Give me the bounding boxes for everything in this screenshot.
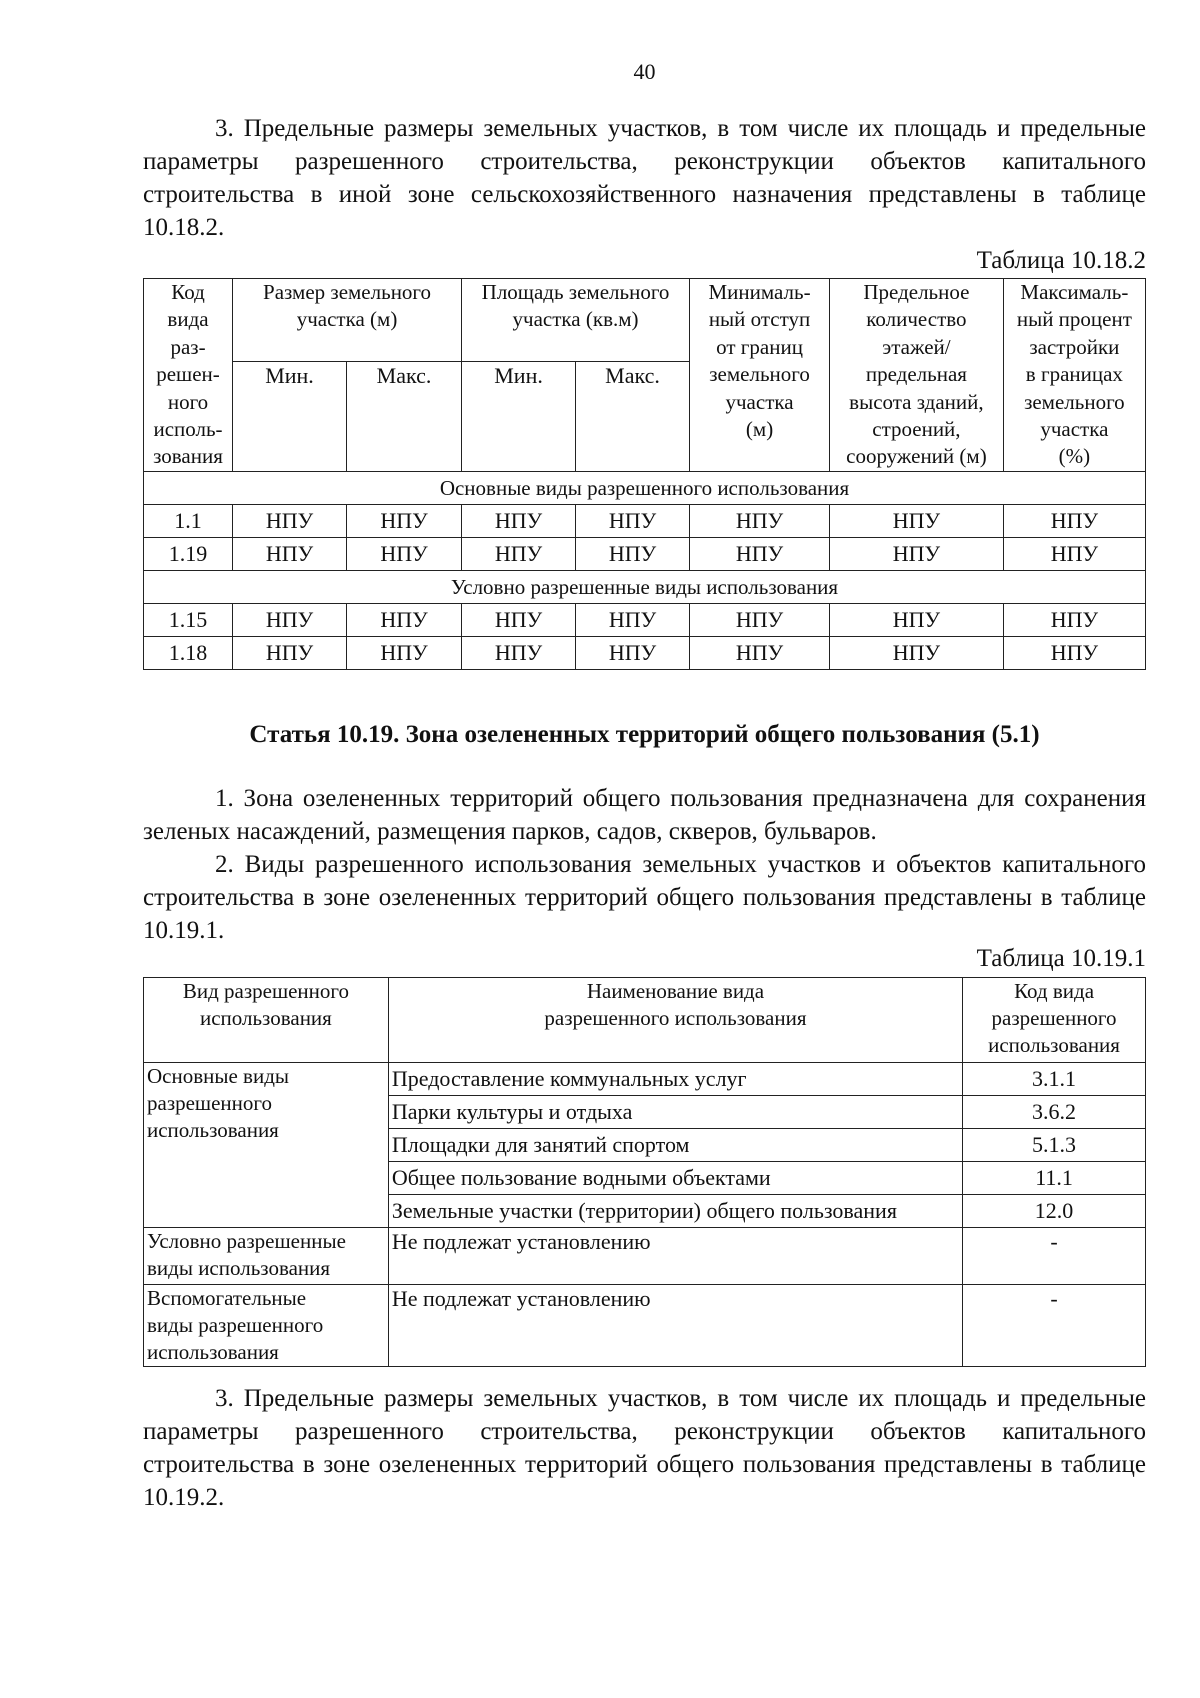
use-name: Не подлежат установлению xyxy=(388,1228,962,1285)
table-row xyxy=(144,504,1146,537)
cell: НПУ xyxy=(690,504,830,537)
header-use-kind: Вид разрешенного использования xyxy=(144,978,389,1063)
paragraph-2-zone-10-19: 2. Виды разрешенного использования земельных участков и объектов капитального строительства в зоне озелененных территорий общего пользования представлены в таблице 10.19.1. xyxy=(143,851,1146,944)
cell: НПУ xyxy=(347,636,462,669)
cell-code: 1.1 xyxy=(144,504,233,537)
cell: НПУ xyxy=(1003,537,1145,570)
use-code: - xyxy=(963,1285,1146,1367)
header-plot-size: Размер земельного участка (м) xyxy=(233,279,462,362)
use-code: - xyxy=(963,1228,1146,1285)
use-code: 12.0 xyxy=(963,1195,1146,1228)
use-name: Земельные участки (территории) общего пользования xyxy=(388,1195,962,1228)
use-code: 11.1 xyxy=(963,1162,1146,1195)
use-code: 3.1.1 xyxy=(963,1063,1146,1096)
use-name: Площадки для занятий спортом xyxy=(388,1129,962,1162)
table-10-19-1 xyxy=(143,977,1146,1367)
header-area-max: Макс. xyxy=(576,362,690,472)
paragraph-3-zone-10-19: 3. Предельные размеры земельных участков, в том числе их площадь и предельные параметры разрешенного строительства, реконструкции объектов капитального строительства в зоне озелененных территорий общего пользования представлены в таблице 10.19.2. xyxy=(143,1385,1146,1511)
cell: НПУ xyxy=(576,636,690,669)
cell-code: 1.19 xyxy=(144,537,233,570)
cell: НПУ xyxy=(576,537,690,570)
cell: НПУ xyxy=(462,537,576,570)
cell: НПУ xyxy=(233,636,347,669)
table-row xyxy=(144,537,1146,570)
cell: НПУ xyxy=(690,636,830,669)
cell: НПУ xyxy=(576,504,690,537)
use-code: 3.6.2 xyxy=(963,1096,1146,1129)
cell: НПУ xyxy=(690,603,830,636)
use-name: Общее пользование водными объектами xyxy=(388,1162,962,1195)
cell: НПУ xyxy=(347,537,462,570)
cell-code: 1.15 xyxy=(144,603,233,636)
table-10-19-1-caption: Таблица 10.19.1 xyxy=(976,945,1146,972)
table-row xyxy=(144,636,1146,669)
use-name: Не подлежат установлению xyxy=(388,1285,962,1367)
cell: НПУ xyxy=(576,603,690,636)
cell: НПУ xyxy=(233,537,347,570)
header-size-max: Макс. xyxy=(347,362,462,472)
use-name: Парки культуры и отдыха xyxy=(388,1096,962,1129)
cell: НПУ xyxy=(1003,603,1145,636)
header-code: Код вида раз- решен- ного исполь- зования xyxy=(144,279,233,472)
group-auxiliary-uses: Вспомогательные виды разрешенного использования xyxy=(144,1285,389,1367)
header-max-floors: Предельное количество этажей/ предельная высота зданий, строений, сооружений (м) xyxy=(830,279,1004,472)
group-conditional-uses: Условно разрешенные виды использования xyxy=(144,1228,389,1285)
cell: НПУ xyxy=(462,504,576,537)
paragraph-3-zone-10-18: 3. Предельные размеры земельных участков, в том числе их площадь и предельные параметры разрешенного строительства, реконструкции объектов капитального строительства в иной зоне сельскохозяйственного назначения представлены в таблице 10.18.2. xyxy=(143,115,1146,241)
group-main-uses: Основные виды разрешенного использования xyxy=(144,1063,389,1228)
cell: НПУ xyxy=(830,636,1004,669)
paragraph-1-zone-10-19: 1. Зона озелененных территорий общего пользования предназначена для сохранения зеленых насаждений, размещения парков, садов, скверов, бульваров. xyxy=(143,785,1146,845)
table-row xyxy=(144,1228,1146,1285)
header-plot-area: Площадь земельного участка (кв.м) xyxy=(462,279,690,362)
table-row xyxy=(144,1285,1146,1367)
header-max-percent: Максималь- ный процент застройки в границах земельного участка (%) xyxy=(1003,279,1145,472)
cell: НПУ xyxy=(690,537,830,570)
use-code: 5.1.3 xyxy=(963,1129,1146,1162)
cell: НПУ xyxy=(347,603,462,636)
section-main-uses: Основные виды разрешенного использования xyxy=(144,471,1146,504)
cell: НПУ xyxy=(1003,636,1145,669)
cell: НПУ xyxy=(233,603,347,636)
table-row xyxy=(144,1063,1146,1096)
header-use-code: Код вида разрешенного использования xyxy=(963,978,1146,1063)
table-10-18-2-caption: Таблица 10.18.2 xyxy=(976,247,1146,274)
cell: НПУ xyxy=(233,504,347,537)
section-conditional-uses: Условно разрешенные виды использования xyxy=(144,570,1146,603)
page-number: 40 xyxy=(633,59,656,84)
header-use-name: Наименование вида разрешенного использования xyxy=(388,978,962,1063)
cell: НПУ xyxy=(830,504,1004,537)
article-heading: Статья 10.19. Зона озелененных территорий общего пользования (5.1) xyxy=(249,721,1040,748)
cell: НПУ xyxy=(830,603,1004,636)
cell: НПУ xyxy=(830,537,1004,570)
cell: НПУ xyxy=(462,603,576,636)
table-10-18-2 xyxy=(143,278,1146,670)
header-min-indent: Минималь- ный отступ от границ земельного участка (м) xyxy=(690,279,830,472)
cell: НПУ xyxy=(347,504,462,537)
header-area-min: Мин. xyxy=(462,362,576,472)
use-name: Предоставление коммунальных услуг xyxy=(388,1063,962,1096)
cell: НПУ xyxy=(1003,504,1145,537)
header-size-min: Мин. xyxy=(233,362,347,472)
cell-code: 1.18 xyxy=(144,636,233,669)
table-row xyxy=(144,603,1146,636)
cell: НПУ xyxy=(462,636,576,669)
